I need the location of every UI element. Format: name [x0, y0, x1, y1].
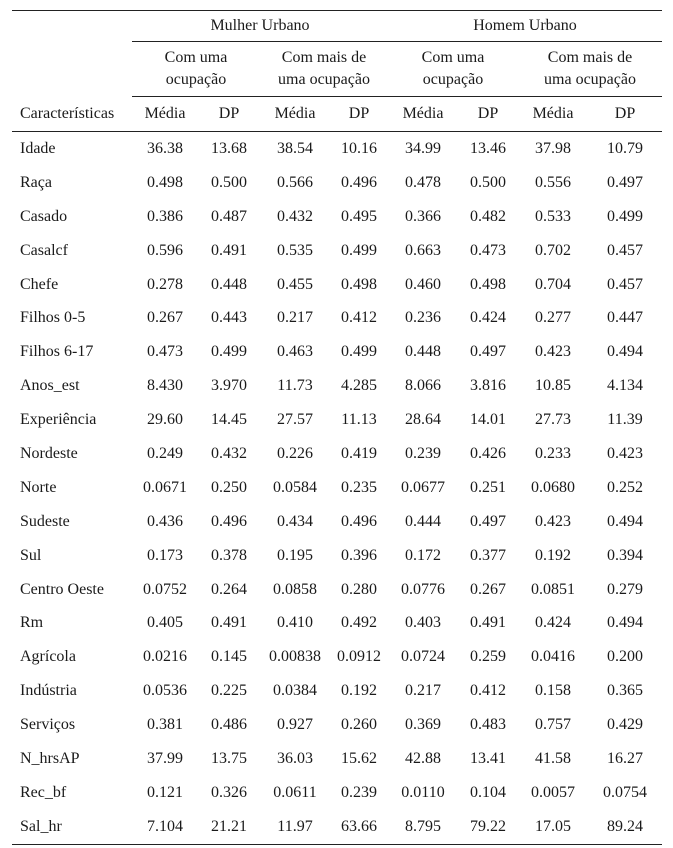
cell-dp: 0.365 [607, 682, 643, 700]
row-label: Chefe [20, 275, 59, 293]
row-label: Serviços [20, 716, 76, 734]
cell-media: 0.173 [147, 546, 183, 564]
cell-dp: 0.494 [607, 614, 643, 632]
cell-media: 0.0057 [531, 783, 575, 801]
cell-dp: 0.498 [341, 275, 377, 293]
cell-media: 0.0110 [401, 783, 445, 801]
cell-dp: 0.0912 [337, 648, 381, 666]
cell-media: 0.403 [405, 614, 441, 632]
cell-media: 0.757 [535, 716, 571, 734]
column-header-media: Média [260, 97, 330, 132]
cell-dp: 0.260 [341, 716, 377, 734]
cell-media: 0.386 [147, 207, 183, 225]
cell-dp: 0.396 [341, 546, 377, 564]
subgroup-header-line: ocupação [422, 71, 484, 88]
subgroup-header-line: Com mais de [547, 49, 633, 66]
row-label: Agrícola [20, 648, 76, 666]
cell-media: 0.463 [277, 343, 313, 361]
cell-dp: 0.491 [470, 614, 506, 632]
cell-media: 0.233 [535, 444, 571, 462]
column-header-media: Média [518, 97, 588, 132]
cell-dp: 0.497 [470, 512, 506, 530]
cell-media: 0.0752 [143, 580, 187, 598]
cell-dp: 0.279 [607, 580, 643, 598]
cell-dp: 4.134 [607, 377, 643, 395]
column-header-media: Média [132, 97, 198, 132]
group-header-homem-urbano: Homem Urbano [388, 11, 662, 42]
cell-media: 0.444 [405, 512, 441, 530]
cell-media: 0.0677 [401, 478, 445, 496]
cell-media: 41.58 [535, 749, 571, 767]
cell-media: 0.473 [147, 343, 183, 361]
cell-dp: 0.239 [341, 783, 377, 801]
cell-media: 0.596 [147, 241, 183, 259]
cell-dp: 79.22 [458, 810, 518, 844]
table-row [12, 369, 662, 403]
cell-dp: 0.259 [470, 648, 506, 666]
cell-dp: 14.45 [211, 411, 247, 429]
row-label: Filhos 0-5 [20, 309, 86, 327]
subgroup-header-row [12, 42, 662, 97]
cell-dp: 0.104 [470, 783, 506, 801]
group-header-row [12, 11, 662, 42]
table-row [12, 166, 662, 200]
row-label: Anos_est [20, 377, 80, 395]
cell-dp: 0.235 [341, 478, 377, 496]
cell-media: 0.0858 [273, 580, 317, 598]
cell-media: 0.158 [535, 682, 571, 700]
row-label: Sal_hr [12, 810, 132, 844]
cell-media: 0.556 [535, 173, 571, 191]
cell-media: 38.54 [277, 139, 313, 157]
cell-media: 0.423 [535, 343, 571, 361]
row-label: Rec_bf [20, 783, 67, 801]
subgroup-header-line: Com uma [164, 49, 228, 66]
cell-media: 0.410 [277, 614, 313, 632]
table-row [12, 403, 662, 437]
cell-media: 0.0611 [273, 783, 317, 801]
cell-media: 0.267 [147, 309, 183, 327]
cell-media: 0.0416 [531, 648, 575, 666]
cell-dp: 0.499 [607, 207, 643, 225]
cell-dp: 0.280 [341, 580, 377, 598]
cell-media: 0.236 [405, 309, 441, 327]
column-header-dp: DP [458, 97, 518, 132]
row-label: Norte [20, 478, 57, 496]
cell-media: 0.405 [147, 614, 183, 632]
subgroup-header-line: uma ocupação [278, 71, 370, 88]
cell-media: 0.192 [535, 546, 571, 564]
cell-dp: 0.494 [607, 343, 643, 361]
cell-media: 0.0584 [273, 478, 317, 496]
cell-media: 0.239 [405, 444, 441, 462]
cell-media: 0.927 [277, 716, 313, 734]
cell-media: 0.533 [535, 207, 571, 225]
table-row [12, 471, 662, 505]
cell-dp: 13.46 [470, 139, 506, 157]
cell-dp: 10.16 [341, 139, 377, 157]
cell-dp: 0.491 [211, 241, 247, 259]
column-header-dp: DP [198, 97, 260, 132]
cell-dp: 0.250 [211, 478, 247, 496]
cell-media: 34.99 [405, 139, 441, 157]
subgroup-header-line: uma ocupação [544, 71, 636, 88]
cell-media: 0.0776 [401, 580, 445, 598]
cell-media: 0.455 [277, 275, 313, 293]
cell-media: 0.566 [277, 173, 313, 191]
cell-media: 0.704 [535, 275, 571, 293]
subgroup-header-line: Com mais de [281, 49, 367, 66]
cell-media: 36.03 [277, 749, 313, 767]
table-row [12, 132, 662, 166]
cell-media: 0.249 [147, 444, 183, 462]
cell-dp: 0.457 [607, 241, 643, 259]
cell-media: 0.424 [535, 614, 571, 632]
cell-dp: 0.498 [470, 275, 506, 293]
cell-dp: 0.251 [470, 478, 506, 496]
cell-dp: 0.252 [607, 478, 643, 496]
cell-media: 0.172 [405, 546, 441, 564]
column-header-dp: DP [330, 97, 388, 132]
column-header-row [12, 97, 662, 132]
cell-media: 0.448 [405, 343, 441, 361]
table-row [12, 437, 662, 471]
cell-media: 27.57 [277, 411, 313, 429]
cell-dp: 0.412 [470, 682, 506, 700]
group-header-mulher-urbano: Mulher Urbano [132, 11, 388, 42]
cell-media: 0.0851 [531, 580, 575, 598]
table-row [12, 200, 662, 234]
subgroup-header-line: ocupação [165, 71, 227, 88]
cell-media: 28.64 [405, 411, 441, 429]
cell-dp: 0.448 [211, 275, 247, 293]
table-row [12, 505, 662, 539]
row-label: N_hrsAP [20, 749, 80, 767]
cell-media: 36.38 [147, 139, 183, 157]
cell-media: 8.066 [405, 377, 441, 395]
cell-dp: 21.21 [198, 810, 260, 844]
cell-dp: 0.225 [211, 682, 247, 700]
cell-media: 0.366 [405, 207, 441, 225]
cell-media: 0.460 [405, 275, 441, 293]
cell-media: 17.05 [518, 810, 588, 844]
subgroup-header [260, 42, 388, 97]
cell-media: 27.73 [535, 411, 571, 429]
cell-media: 11.97 [260, 810, 330, 844]
cell-dp: 0.447 [607, 309, 643, 327]
row-label: Raça [20, 173, 52, 191]
cell-media: 11.73 [277, 377, 313, 395]
cell-media: 29.60 [147, 411, 183, 429]
cell-dp: 0.483 [470, 716, 506, 734]
cell-dp: 0.497 [607, 173, 643, 191]
cell-dp: 16.27 [607, 749, 643, 767]
cell-dp: 0.423 [607, 444, 643, 462]
cell-dp: 0.200 [607, 648, 643, 666]
cell-media: 0.226 [277, 444, 313, 462]
cell-dp: 0.457 [607, 275, 643, 293]
statistics-table [12, 10, 662, 845]
table-row [12, 335, 662, 369]
row-label: Nordeste [20, 444, 78, 462]
cell-media: 0.0724 [401, 648, 445, 666]
table-row [12, 606, 662, 640]
cell-media: 0.0216 [143, 648, 187, 666]
cell-dp: 0.491 [211, 614, 247, 632]
subgroup-header [132, 42, 260, 97]
cell-dp: 0.432 [211, 444, 247, 462]
subgroup-header [388, 42, 518, 97]
cell-dp: 0.378 [211, 546, 247, 564]
cell-media: 0.535 [277, 241, 313, 259]
cell-dp: 63.66 [330, 810, 388, 844]
row-label: Casalcf [20, 241, 68, 259]
table-row [12, 742, 662, 776]
row-label: Idade [20, 139, 56, 157]
cell-dp: 0.412 [341, 309, 377, 327]
cell-media: 37.98 [535, 139, 571, 157]
cell-dp: 0.500 [211, 173, 247, 191]
row-label: Filhos 6-17 [20, 343, 94, 361]
cell-dp: 0.500 [470, 173, 506, 191]
subgroup-header [518, 42, 662, 97]
row-label: Indústria [20, 682, 77, 700]
cell-dp: 0.326 [211, 783, 247, 801]
table-row [12, 708, 662, 742]
row-label: Centro Oeste [20, 580, 104, 598]
cell-dp: 10.79 [607, 139, 643, 157]
row-label: Rm [20, 614, 44, 632]
cell-media: 0.702 [535, 241, 571, 259]
cell-media: 0.0384 [273, 682, 317, 700]
cell-media: 0.663 [405, 241, 441, 259]
cell-dp: 0.145 [211, 648, 247, 666]
cell-media: 0.0536 [143, 682, 187, 700]
cell-dp: 13.75 [211, 749, 247, 767]
cell-media: 0.434 [277, 512, 313, 530]
cell-media: 0.0671 [143, 478, 187, 496]
row-label: Experiência [20, 411, 97, 429]
cell-dp: 13.68 [211, 139, 247, 157]
cell-dp: 0.394 [607, 546, 643, 564]
cell-dp: 14.01 [470, 411, 506, 429]
cell-media: 0.478 [405, 173, 441, 191]
cell-dp: 0.429 [607, 716, 643, 734]
cell-dp: 3.970 [211, 377, 247, 395]
table-row [12, 674, 662, 708]
cell-media: 0.121 [147, 783, 183, 801]
cell-dp: 0.264 [211, 580, 247, 598]
table-row [12, 573, 662, 607]
cell-dp: 0.499 [211, 343, 247, 361]
cell-dp: 13.41 [470, 749, 506, 767]
column-header-dp: DP [588, 97, 662, 132]
cell-dp: 0.497 [470, 343, 506, 361]
table-row [12, 640, 662, 674]
cell-media: 0.00838 [269, 648, 321, 666]
cell-media: 0.0680 [531, 478, 575, 496]
cell-dp: 0.424 [470, 309, 506, 327]
cell-dp: 0.496 [341, 512, 377, 530]
cell-media: 37.99 [147, 749, 183, 767]
row-label: Sudeste [20, 512, 70, 530]
cell-media: 0.432 [277, 207, 313, 225]
cell-media: 10.85 [535, 377, 571, 395]
cell-dp: 0.496 [341, 173, 377, 191]
cell-media: 0.217 [277, 309, 313, 327]
cell-dp: 0.419 [341, 444, 377, 462]
row-label: Casado [20, 207, 68, 225]
subgroup-header-line: Com uma [421, 49, 485, 66]
cell-dp: 0.192 [341, 682, 377, 700]
cell-dp: 11.13 [341, 411, 377, 429]
cell-media: 0.277 [535, 309, 571, 327]
cell-dp: 0.482 [470, 207, 506, 225]
cell-media: 0.423 [535, 512, 571, 530]
column-header-caracteristicas: Características [12, 97, 132, 132]
row-label: Sul [20, 546, 42, 564]
table-row [12, 539, 662, 573]
cell-dp: 0.499 [341, 241, 377, 259]
cell-dp: 0.496 [211, 512, 247, 530]
cell-dp: 0.377 [470, 546, 506, 564]
column-header-media: Média [388, 97, 458, 132]
cell-media: 0.436 [147, 512, 183, 530]
cell-media: 8.430 [147, 377, 183, 395]
table-row [12, 301, 662, 335]
cell-dp: 89.24 [588, 810, 662, 844]
cell-dp: 0.0754 [603, 783, 647, 801]
cell-media: 0.381 [147, 716, 183, 734]
cell-media: 0.217 [405, 682, 441, 700]
cell-dp: 0.499 [341, 343, 377, 361]
cell-media: 0.498 [147, 173, 183, 191]
cell-media: 42.88 [405, 749, 441, 767]
cell-dp: 0.443 [211, 309, 247, 327]
cell-dp: 0.473 [470, 241, 506, 259]
cell-dp: 0.492 [341, 614, 377, 632]
table-body [12, 132, 662, 845]
cell-dp: 0.495 [341, 207, 377, 225]
cell-dp: 0.487 [211, 207, 247, 225]
table-row [12, 810, 662, 844]
table-row [12, 776, 662, 810]
cell-dp: 15.62 [341, 749, 377, 767]
cell-dp: 0.267 [470, 580, 506, 598]
cell-media: 8.795 [388, 810, 458, 844]
cell-dp: 11.39 [607, 411, 643, 429]
cell-media: 0.278 [147, 275, 183, 293]
table-row [12, 234, 662, 268]
cell-dp: 4.285 [341, 377, 377, 395]
cell-dp: 0.426 [470, 444, 506, 462]
cell-dp: 0.486 [211, 716, 247, 734]
table-row [12, 268, 662, 302]
cell-dp: 0.494 [607, 512, 643, 530]
cell-media: 0.369 [405, 716, 441, 734]
cell-media: 0.195 [277, 546, 313, 564]
cell-dp: 3.816 [470, 377, 506, 395]
table-header [12, 11, 662, 132]
cell-media: 7.104 [132, 810, 198, 844]
